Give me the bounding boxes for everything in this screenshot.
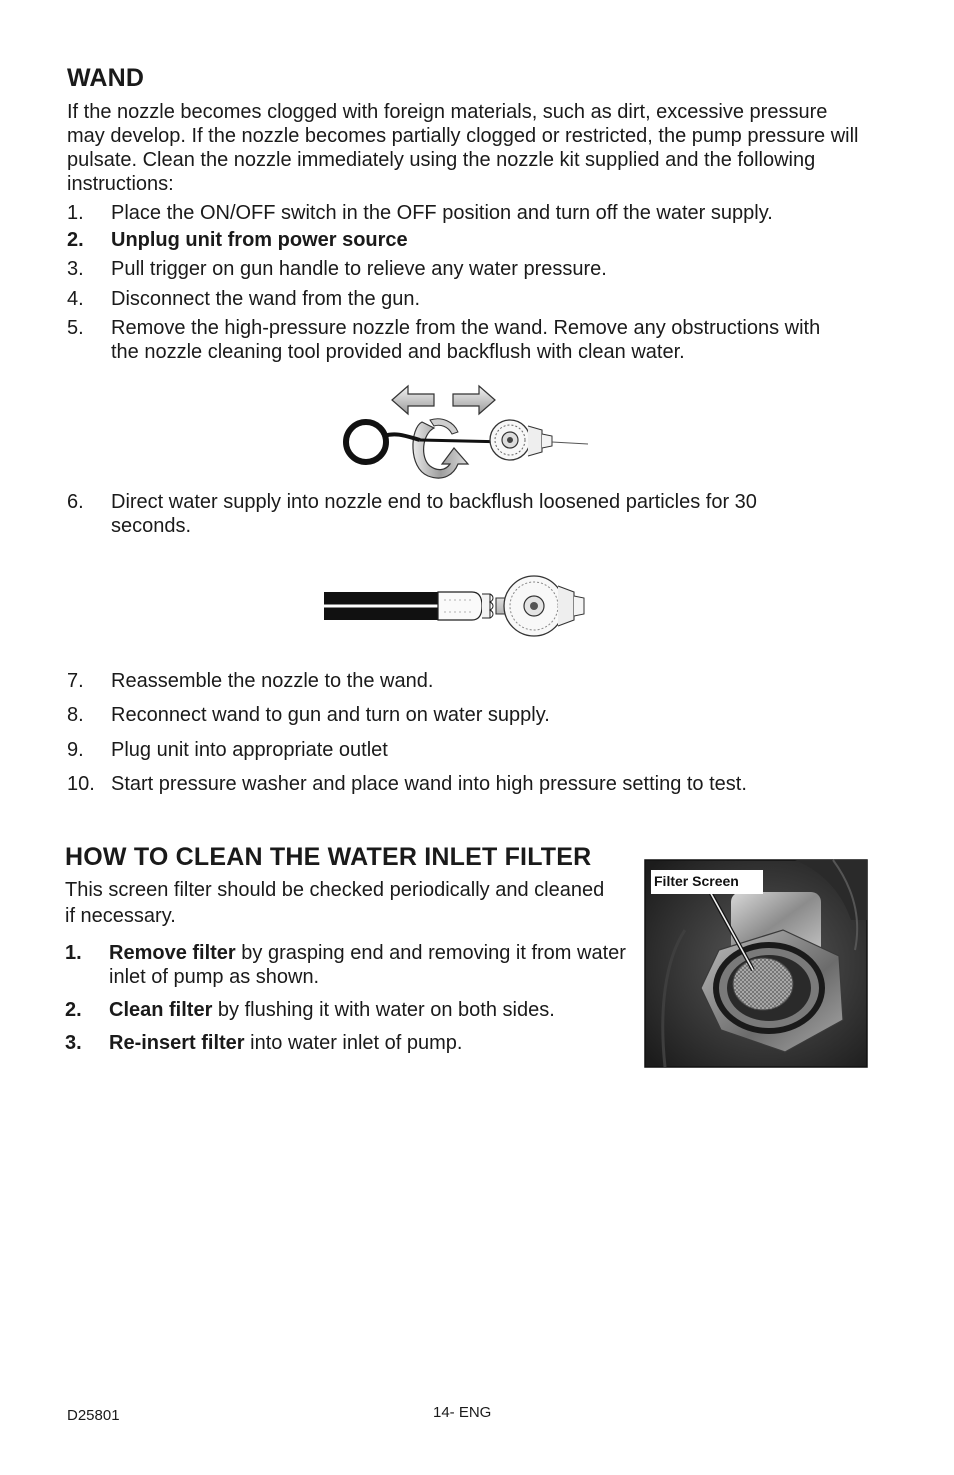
wand-heading: WAND xyxy=(67,64,145,92)
filter-heading: HOW TO CLEAN THE WATER INLET FILTER xyxy=(65,843,592,871)
nozzle-cleaning-illustration xyxy=(330,378,600,488)
left-arrow-icon xyxy=(392,386,434,414)
filter-screen-photo xyxy=(645,860,867,1067)
cleaning-tool-loop xyxy=(346,422,386,462)
filter-mesh xyxy=(733,958,793,1010)
right-arrow-icon xyxy=(453,386,495,414)
wand-intro: If the nozzle becomes clogged with foreign materials, such as dirt, excessive pressure may develop. If the nozzle becomes partially clogged or restricted, the pump pressure will pulsate. Clean the nozzle immediately using the nozzle kit supplied and the following instructions: xyxy=(67,101,859,195)
page-number: 14- ENG xyxy=(433,1404,492,1421)
document-id: D25801 xyxy=(67,1407,120,1424)
filter-screen-label: Filter Screen xyxy=(654,873,739,889)
rotation-arrow-icon xyxy=(413,422,468,478)
filter-intro: This screen filter should be checked periodically and cleaned if necessary. xyxy=(65,879,605,927)
backflush-illustration xyxy=(322,564,592,652)
